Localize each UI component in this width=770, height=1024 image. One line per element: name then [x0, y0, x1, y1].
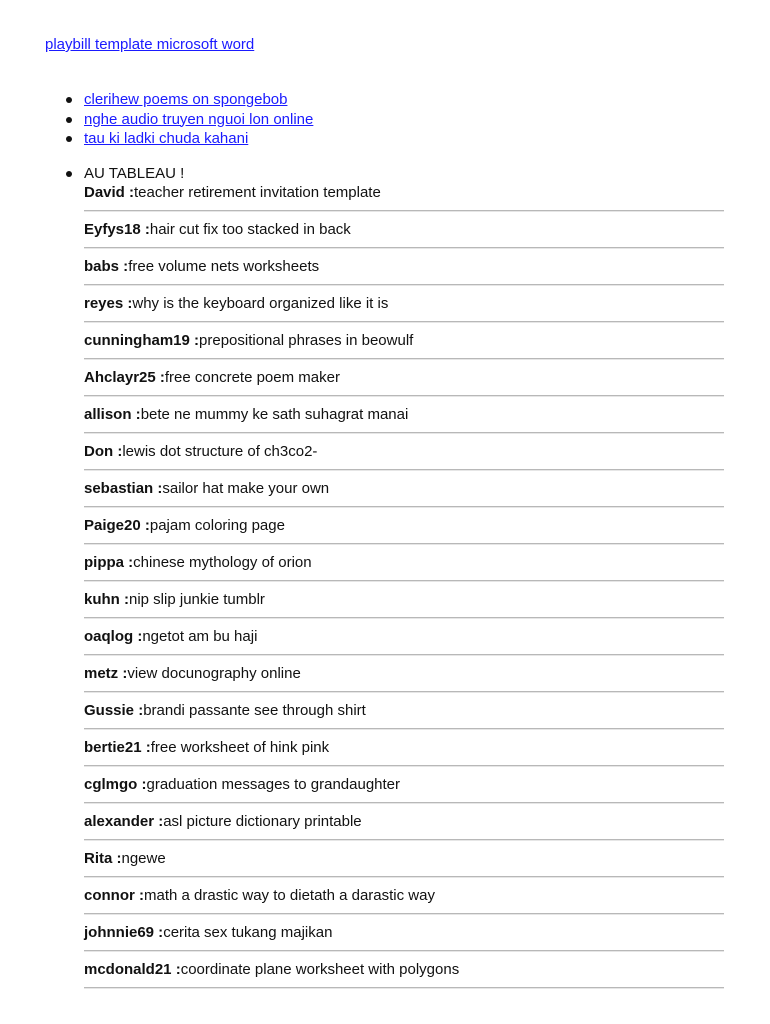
tableau-heading: AU TABLEAU ! — [84, 165, 185, 182]
entry-row — [84, 849, 724, 877]
entry-row — [84, 664, 724, 692]
entry-text: lewis dot structure of ch3co2- — [122, 443, 318, 460]
entry-text: brandi passante see through shirt — [143, 702, 366, 719]
entry-row — [84, 738, 724, 766]
entry-text: hair cut fix too stacked in back — [149, 221, 351, 238]
bullet-icon — [66, 171, 72, 177]
entry-text: chinese mythology of orion — [133, 554, 312, 571]
entry-text: math a drastic way to dietath a darastic way — [144, 887, 435, 904]
list-link[interactable]: tau ki ladki chuda kahani — [84, 130, 249, 147]
list-link[interactable]: nghe audio truyen nguoi lon online — [84, 110, 314, 128]
entry-author: sebastian : — [84, 480, 163, 497]
entry-author: reyes : — [84, 295, 133, 312]
entry-row — [84, 368, 724, 396]
entry-row — [84, 701, 724, 729]
entry-text: free volume nets worksheets — [128, 258, 320, 275]
entry-author: Ahclayr25 : — [84, 369, 165, 386]
list-item — [62, 129, 313, 149]
entry-author: pippa : — [84, 554, 134, 571]
entry-row — [84, 405, 724, 433]
entry-row — [84, 590, 724, 618]
entry-row — [84, 812, 724, 840]
entry-text: prepositional phrases in beowulf — [199, 332, 414, 349]
entry-row — [84, 331, 724, 359]
entry-author: Paige20 : — [84, 517, 150, 534]
tableau-heading-item — [62, 164, 724, 183]
entry-row — [84, 442, 724, 470]
entry-text: pajam coloring page — [149, 517, 285, 534]
entry-text: graduation messages to grandaughter — [146, 776, 401, 793]
entry-text: view docunography online — [127, 665, 301, 682]
bullet-icon — [66, 117, 72, 123]
entry-row — [84, 479, 724, 507]
entry-author: connor : — [84, 887, 144, 904]
entry-row — [84, 220, 724, 248]
entry-row — [84, 775, 724, 803]
entry-author: Don : — [84, 443, 123, 460]
entry-author: allison : — [84, 406, 141, 423]
entry-author: cunningham19 : — [84, 332, 200, 349]
entry-row — [84, 960, 724, 988]
entry-text: teacher retirement invitation template — [134, 184, 381, 201]
entry-author: metz : — [84, 665, 128, 682]
entry-author: mcdonald21 : — [84, 961, 181, 978]
list-item — [62, 110, 313, 130]
entry-author: Eyfys18 : — [84, 221, 150, 238]
entry-author: cglmgo : — [84, 776, 147, 793]
entry-author: alexander : — [84, 813, 164, 830]
entry-row — [84, 257, 724, 285]
entry-row — [84, 516, 724, 544]
entry-list — [84, 183, 724, 988]
tableau-section — [62, 164, 724, 997]
entry-author: Gussie : — [84, 702, 144, 719]
bullet-icon — [66, 97, 72, 103]
entry-text: nip slip junkie tumblr — [129, 591, 265, 608]
entry-row — [84, 923, 724, 951]
entry-row — [84, 553, 724, 581]
list-link[interactable]: clerihew poems on spongebob — [84, 91, 288, 108]
entry-text: ngewe — [121, 850, 166, 867]
entry-text: ngetot am bu haji — [142, 628, 258, 645]
entry-row — [84, 294, 724, 322]
entry-text: free concrete poem maker — [164, 369, 340, 386]
entry-row — [84, 886, 724, 914]
entry-author: Rita : — [84, 850, 122, 867]
entry-author: oaqlog : — [84, 628, 143, 645]
list-item — [62, 90, 313, 110]
top-link[interactable]: playbill template microsoft word — [45, 36, 255, 53]
entry-author: kuhn : — [84, 591, 129, 608]
entry-text: sailor hat make your own — [162, 480, 330, 497]
entry-text: free worksheet of hink pink — [150, 739, 330, 756]
entry-text: asl picture dictionary printable — [163, 813, 362, 830]
entry-text: bete ne mummy ke sath suhagrat manai — [140, 406, 409, 423]
entry-row — [84, 627, 724, 655]
entry-author: babs : — [84, 258, 129, 275]
entry-author: bertie21 : — [84, 739, 151, 756]
bullet-icon — [66, 136, 72, 142]
entry-text: why is the keyboard organized like it is — [132, 295, 389, 312]
entry-row — [84, 183, 724, 211]
entry-author: johnnie69 : — [84, 924, 164, 941]
entry-text: coordinate plane worksheet with polygons — [180, 961, 460, 978]
link-list — [62, 90, 313, 149]
entry-author: David : — [84, 184, 135, 201]
entry-text: cerita sex tukang majikan — [163, 924, 333, 941]
